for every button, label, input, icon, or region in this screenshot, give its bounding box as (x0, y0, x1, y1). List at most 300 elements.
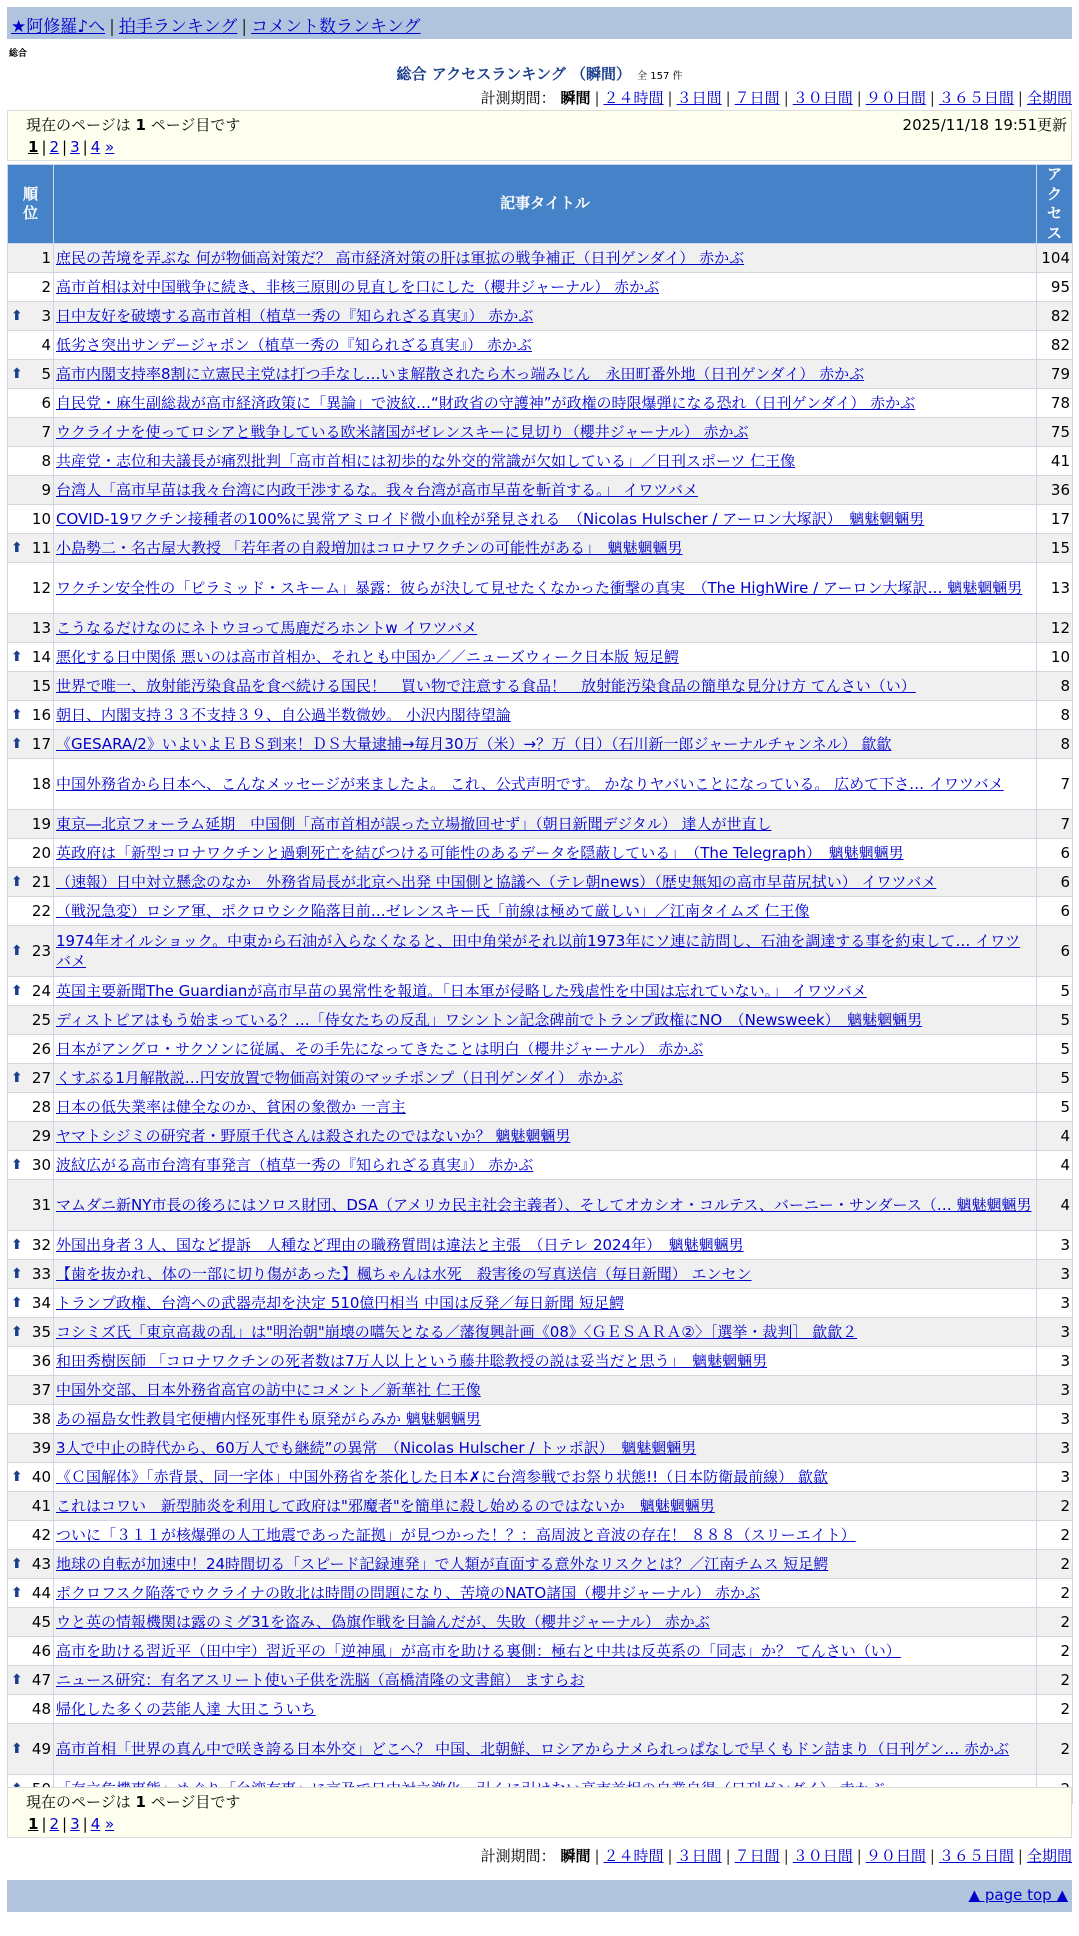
rank-number: 6 (41, 394, 51, 412)
article-title-link[interactable]: ウクライナを使ってロシアと戦争している欧米諸国がゼレンスキーに見切り（櫻井ジャーナル） 赤かぶ (56, 423, 749, 441)
title-cell (54, 810, 1037, 839)
rank-cell (8, 1666, 54, 1695)
access-count: 3 (1037, 1463, 1073, 1492)
table-row (8, 1695, 1073, 1724)
table-row (8, 1006, 1073, 1035)
period-link[interactable]: ７日間 (734, 1847, 780, 1865)
rank-number: 34 (31, 1294, 51, 1312)
table-row (8, 643, 1073, 672)
title-cell (54, 868, 1037, 897)
rank-cell (8, 1151, 54, 1180)
period-separator: | (594, 1847, 600, 1865)
period-link[interactable]: ３０日間 (792, 89, 853, 107)
title-cell (54, 1035, 1037, 1064)
title-cell (54, 534, 1037, 563)
table-row (8, 1579, 1073, 1608)
period-separator: | (856, 1847, 862, 1865)
rank-up-icon: ⬆ (11, 943, 23, 959)
pagination (28, 1815, 114, 1833)
rank-cell (8, 302, 54, 331)
rank-cell (8, 1347, 54, 1376)
article-title-link[interactable]: 朝日、内閣支持３３不支持３９、自公過半数微妙。 小沢内閣待望論 (56, 706, 511, 724)
table-row (8, 1637, 1073, 1666)
rank-number: 25 (31, 1011, 51, 1029)
title-cell (54, 897, 1037, 926)
article-title-link[interactable]: ついに「３１１が核爆弾の人工地震であった証拠」が見つかった！？：高周波と音波の存在！ ８８８（スリーエイト） (56, 1526, 856, 1544)
access-count: 5 (1037, 1093, 1073, 1122)
article-title-link[interactable]: 高市首相「世界の真ん中で咲き誇る日本外交」どこへ？ 中国、北朝鮮、ロシアからナメられっぱなしで早くもドン詰まり（日刊ゲン… 赤かぶ (56, 1740, 1010, 1758)
article-title-link[interactable]: 中国外務省から日本へ、こんなメッセージが来ましたよ。 これ、公式声明です。 かなりヤバいことになっている。 広めて下さ… イワツバメ (56, 775, 1004, 793)
rank-up-icon: ⬆ (11, 649, 23, 665)
page-link[interactable]: 4 (90, 138, 101, 156)
period-link[interactable]: ７日間 (734, 89, 780, 107)
page-info-top (7, 110, 1072, 161)
period-link[interactable]: 全期間 (1026, 89, 1072, 107)
rank-cell (8, 1122, 54, 1151)
period-separator: | (929, 1847, 935, 1865)
article-title-link[interactable]: 外国出身者３人、国など提訴 人種など理由の職務質問は違法と主張 （日テレ 2024年） 魑魅魍魎男 (56, 1236, 744, 1254)
rank-number: 15 (31, 677, 51, 695)
pagination-separator: | (62, 1815, 68, 1833)
rank-cell (8, 1579, 54, 1608)
pagination-separator: | (41, 1815, 47, 1833)
title-header: 記事タイトル (54, 165, 1037, 244)
ranking-table (7, 164, 1073, 1804)
page-link[interactable]: 4 (90, 1815, 101, 1833)
rank-number: 10 (31, 510, 51, 528)
article-title-link[interactable]: 自民党・麻生副総裁が高市経済政策に「異論」で波紋…“財政省の守護神”が政権の時限爆弾になる恐れ（日刊ゲンダイ） 赤かぶ (56, 394, 916, 412)
access-count: 6 (1037, 926, 1073, 977)
article-title-link[interactable]: 共産党・志位和夫議長が痛烈批判「高市首相には初歩的な外交的常識が欠如している」／日刊スポーツ 仁王像 (56, 452, 796, 470)
access-count: 2 (1037, 1695, 1073, 1724)
table-row (8, 1724, 1073, 1775)
rank-up-icon: ⬆ (11, 1585, 23, 1601)
table-row (8, 1347, 1073, 1376)
article-title-link[interactable]: 小島勢二・名古屋大教授 「若年者の自殺増加はコロナワクチンの可能性がある」 魑魅魍魎男 (56, 539, 683, 557)
rank-number: 24 (31, 982, 51, 1000)
article-title-link[interactable]: 低劣さ突出サンデージャポン（植草一秀の『知られざる真実』） 赤かぶ (56, 336, 532, 354)
article-title-link[interactable]: 英政府は「新型コロナワクチンと過剰死亡を結びつける可能性のあるデータを隠蔽している」 （The Telegraph） 魑魅魍魎男 (56, 844, 904, 862)
rank-number: 1 (41, 249, 51, 267)
period-separator: | (667, 89, 673, 107)
rank-number: 21 (31, 873, 51, 891)
access-count: 5 (1037, 977, 1073, 1006)
title-cell (54, 1550, 1037, 1579)
table-row (8, 1666, 1073, 1695)
rank-up-icon: ⬆ (11, 366, 23, 382)
rank-number: 13 (31, 619, 51, 637)
article-title-link[interactable]: 和田秀樹医師 「コロナワクチンの死者数は7万人以上という藤井聡教授の説は妥当だと思う」 魑魅魍魎男 (56, 1352, 768, 1370)
nav-separator: | (109, 17, 115, 37)
table-row (8, 810, 1073, 839)
rank-cell (8, 1405, 54, 1434)
table-row (8, 614, 1073, 643)
period-link[interactable]: ９０日間 (865, 89, 926, 107)
table-row (8, 1093, 1073, 1122)
period-link[interactable]: ３日間 (676, 1847, 722, 1865)
table-row (8, 1180, 1073, 1231)
access-count: 3 (1037, 1347, 1073, 1376)
period-link[interactable]: ２４時間 (603, 89, 664, 107)
table-row (8, 447, 1073, 476)
category-label: 総合 (9, 49, 28, 59)
period-selector-bottom (481, 1845, 1072, 1866)
article-title-link[interactable]: 悪化する日中関係 悪いのは高市首相か、それとも中国か／／ニューズウィーク日本版 短足鰐 (56, 648, 679, 666)
period-link[interactable]: ３６５日間 (938, 89, 1014, 107)
period-separator: | (725, 1847, 731, 1865)
rank-cell (8, 1434, 54, 1463)
access-count: 4 (1037, 1180, 1073, 1231)
rank-cell (8, 977, 54, 1006)
page-link[interactable]: 3 (70, 138, 80, 156)
access-count: 5 (1037, 1006, 1073, 1035)
access-count: 95 (1037, 273, 1073, 302)
access-count: 3 (1037, 1260, 1073, 1289)
footer-bar (7, 1880, 1072, 1912)
title-cell (54, 701, 1037, 730)
rank-header: 順位 (8, 165, 54, 244)
rank-number: 18 (31, 775, 51, 793)
table-row (8, 1064, 1073, 1093)
access-count: 82 (1037, 302, 1073, 331)
title-cell (54, 614, 1037, 643)
period-link[interactable]: ２４時間 (603, 1847, 664, 1865)
access-count: 2 (1037, 1550, 1073, 1579)
rank-cell (8, 1289, 54, 1318)
rank-number: 42 (31, 1526, 51, 1544)
rank-cell (8, 643, 54, 672)
current-page-number: 1 (135, 1793, 146, 1811)
article-title-link[interactable]: 世界で唯一、放射能汚染食品を食べ続ける国民！ 買い物で注意する食品！ 放射能汚染食品の簡単な見分け方 てんさい（い） (56, 677, 916, 695)
home-link[interactable]: ★阿修羅♪へ (11, 17, 106, 37)
article-title-link[interactable]: 英国主要新聞The Guardianが高市早苗の異常性を報道。「日本軍が侵略した残虐性を中国は忘れていない。」 イワツバメ (56, 982, 867, 1000)
rank-up-icon: ⬆ (11, 874, 23, 890)
table-row (8, 302, 1073, 331)
access-count: 15 (1037, 534, 1073, 563)
title-cell (54, 273, 1037, 302)
access-count: 10 (1037, 643, 1073, 672)
title-cell (54, 1289, 1037, 1318)
article-title-link[interactable]: こうなるだけなのにネトウヨって馬鹿だろホントw イワツバメ (56, 619, 478, 637)
article-title-link[interactable]: くすぶる1月解散説…円安放置で物価高対策のマッチポンプ（日刊ゲンダイ） 赤かぶ (56, 1069, 623, 1087)
table-row (8, 1376, 1073, 1405)
period-link[interactable]: ３日間 (676, 89, 722, 107)
access-count: 2 (1037, 1637, 1073, 1666)
title-cell (54, 563, 1037, 614)
table-row (8, 1289, 1073, 1318)
article-title-link[interactable]: コシミズ氏「東京高裁の乱」は"明治朝"崩壊の嚆矢となる／藩復興計画《08》〈ＧＥＳＡＲＡ②〉［選挙・裁判］ 歙歙２ (56, 1323, 858, 1341)
access-count: 2 (1037, 1579, 1073, 1608)
article-title-link[interactable]: 中国外交部、日本外務省高官の訪中にコメント／新華社 仁王像 (56, 1381, 481, 1399)
title-cell (54, 1724, 1037, 1775)
title-cell (54, 505, 1037, 534)
period-selector-top (481, 87, 1072, 108)
rank-up-icon: ⬆ (11, 707, 23, 723)
nav-separator: | (241, 17, 248, 37)
table-row (8, 244, 1073, 273)
rank-number: 2 (41, 278, 51, 296)
page-link[interactable]: 2 (49, 1815, 60, 1833)
rank-cell (8, 505, 54, 534)
rank-up-icon: ⬆ (11, 1469, 23, 1485)
article-title-link[interactable]: 《GESARA/2》いよいよＥＢＳ到来！ＤＳ大量逮捕→毎月30万（米）→？万（日）（石川新一郎ジャーナルチャンネル） 歙歙 (56, 735, 892, 753)
rank-up-icon: ⬆ (11, 308, 23, 324)
table-row (8, 1492, 1073, 1521)
article-title-link[interactable]: COVID-19ワクチン接種者の100%に異常アミロイド微小血栓が発見される （Nicolas Hulscher / アーロン大塚訳） 魑魅魍魎男 (56, 510, 925, 528)
next-page-link[interactable]: » (105, 138, 115, 156)
pagination-separator: | (62, 138, 68, 156)
page-link[interactable]: 2 (49, 138, 60, 156)
rank-number: 3 (41, 307, 51, 325)
article-title-link[interactable]: マムダニ新NY市長の後ろにはソロス財団、DSA（アメリカ民主社会主義者）、そしてオカシオ・コルテス、バーニー・サンダース（… 魑魅魍魎男 (56, 1196, 1032, 1214)
comment-ranking-link[interactable]: コメント数ランキング (251, 17, 421, 37)
title-cell (54, 1608, 1037, 1637)
table-row (8, 926, 1073, 977)
title-cell (54, 977, 1037, 1006)
access-count: 2 (1037, 1521, 1073, 1550)
table-row (8, 1608, 1073, 1637)
access-count: 12 (1037, 614, 1073, 643)
table-row (8, 273, 1073, 302)
rank-number: 8 (41, 452, 51, 470)
rank-cell (8, 1260, 54, 1289)
rank-up-icon: ⬆ (11, 983, 23, 999)
rank-cell (8, 759, 54, 810)
access-count: 8 (1037, 701, 1073, 730)
current-page-text (26, 1791, 240, 1812)
rank-cell (8, 389, 54, 418)
period-separator: | (783, 89, 789, 107)
article-title-link[interactable]: 3人で中止の時代から、60万人でも継続”の異常 （Nicolas Hulscher / トッポ訳） 魑魅魍魎男 (56, 1439, 697, 1457)
table-row (8, 1434, 1073, 1463)
rank-cell (8, 730, 54, 759)
rank-number: 37 (31, 1381, 51, 1399)
article-title-link[interactable]: トランプ政権、台湾への武器売却を決定 510億円相当 中国は反発／毎日新聞 短足鰐 (56, 1294, 624, 1312)
title-cell (54, 1093, 1037, 1122)
period-separator: | (594, 89, 600, 107)
article-title-link[interactable]: 【歯を抜かれ、体の一部に切り傷があった】楓ちゃんは水死 殺害後の写真送信（毎日新聞） エンセン (56, 1265, 752, 1283)
period-link[interactable]: 全期間 (1026, 1847, 1072, 1865)
access-count: 2 (1037, 1666, 1073, 1695)
period-current: 瞬間 (560, 89, 591, 107)
rank-number: 35 (31, 1323, 51, 1341)
title-cell (54, 447, 1037, 476)
article-title-link[interactable]: 高市首相は対中国戦争に続き、非核三原則の見直しを口にした（櫻井ジャーナル） 赤かぶ (56, 278, 660, 296)
rank-number: 28 (31, 1098, 51, 1116)
clap-ranking-link[interactable]: 拍手ランキング (118, 17, 238, 37)
table-row (8, 1035, 1073, 1064)
rank-cell (8, 614, 54, 643)
rank-cell (8, 447, 54, 476)
period-separator: | (725, 89, 731, 107)
access-count: 3 (1037, 1231, 1073, 1260)
title-cell (54, 1637, 1037, 1666)
rank-number: 16 (31, 706, 51, 724)
access-count: 2 (1037, 1492, 1073, 1521)
access-count: 36 (1037, 476, 1073, 505)
rank-cell (8, 1093, 54, 1122)
article-title-link[interactable]: （戦況急変）ロシア軍、ポクロウシク陥落目前…ゼレンスキー氏「前線は極めて厳しい」／江南タイムズ 仁王像 (56, 902, 810, 920)
title-cell (54, 1231, 1037, 1260)
article-title-link[interactable]: ニュース研究：有名アスリート使い子供を洗脳（高橋清隆の文書館） ますらお (56, 1671, 585, 1689)
title-cell (54, 1666, 1037, 1695)
period-separator: | (783, 1847, 789, 1865)
title-cell (54, 1064, 1037, 1093)
access-count: 7 (1037, 810, 1073, 839)
current-page-prefix: 現在のページは (26, 1793, 131, 1811)
rank-number: 20 (31, 844, 51, 862)
access-count: 2 (1037, 1724, 1073, 1775)
article-title-link[interactable]: （速報）日中対立懸念のなか 外務省局長が北京へ出発 中国側と協議へ（テレ朝news）（歴史無知の高市早苗尻拭い） イワツバメ (56, 873, 937, 891)
period-separator: | (1017, 89, 1023, 107)
rank-number: 31 (31, 1196, 51, 1214)
rank-number: 17 (31, 735, 51, 753)
article-title-link[interactable]: 日中友好を破壊する高市首相（植草一秀の『知られざる真実』） 赤かぶ (56, 307, 534, 325)
access-count: 8 (1037, 672, 1073, 701)
table-row (8, 1521, 1073, 1550)
access-count: 3 (1037, 1289, 1073, 1318)
period-separator: | (856, 89, 862, 107)
rank-number: 39 (31, 1439, 51, 1457)
period-link[interactable]: ９０日間 (865, 1847, 926, 1865)
table-row (8, 672, 1073, 701)
title-cell (54, 672, 1037, 701)
rank-cell (8, 418, 54, 447)
access-count: 13 (1037, 563, 1073, 614)
rank-cell (8, 1318, 54, 1347)
article-title-link[interactable]: 波紋広がる高市台湾有事発言（植草一秀の『知られざる真実』） 赤かぶ (56, 1156, 534, 1174)
access-count: 5 (1037, 1064, 1073, 1093)
top-nav-bar (7, 7, 1072, 39)
period-link[interactable]: ３６５日間 (938, 1847, 1014, 1865)
access-count: 6 (1037, 897, 1073, 926)
title-cell (54, 1180, 1037, 1231)
rank-number: 44 (31, 1584, 51, 1602)
current-page-suffix: ページ目です (150, 1793, 241, 1811)
article-title-link[interactable]: ワクチン安全性の「ピラミッド・スキーム」暴露：彼らが決して見せたくなかった衝撃の真実 （The HighWire / アーロン大塚訳… 魑魅魍魎男 (56, 579, 1023, 597)
rank-number: 27 (31, 1069, 51, 1087)
rank-cell (8, 1035, 54, 1064)
rank-cell (8, 1231, 54, 1260)
article-title-link[interactable]: ヤマトシジミの研究者・野原千代さんは殺されたのではないか？ 魑魅魍魎男 (56, 1127, 571, 1145)
rank-number: 48 (31, 1700, 51, 1718)
rank-number: 49 (31, 1740, 51, 1758)
rank-up-icon: ⬆ (11, 1237, 23, 1253)
rank-cell (8, 1492, 54, 1521)
article-title-link[interactable]: 高市を助ける習近平（田中宇）習近平の「逆神風」が高市を助ける裏側：極右と中共は反英系の「同志」か？ てんさい（い） (56, 1642, 901, 1660)
table-row (8, 730, 1073, 759)
table-row (8, 418, 1073, 447)
table-row (8, 534, 1073, 563)
article-title-link[interactable]: 東京―北京フォーラム延期 中国側「高市首相が誤った立場撤回せず」（朝日新聞デジタル） 達人が世直し (56, 815, 772, 833)
table-row (8, 360, 1073, 389)
rank-cell (8, 672, 54, 701)
period-label: 計測期間： (480, 89, 556, 107)
title-cell (54, 1695, 1037, 1724)
article-title-link[interactable]: 地球の自転が加速中！24時間切る「スピード記録連発」で人類が直面する意外なリスクとは？／江南チムス 短足鰐 (56, 1555, 829, 1573)
title-cell (54, 1006, 1037, 1035)
rank-cell (8, 1180, 54, 1231)
title-cell (54, 302, 1037, 331)
table-row (8, 1550, 1073, 1579)
rank-number: 43 (31, 1555, 51, 1573)
article-title-link[interactable]: 台湾人「高市早苗は我々台湾に内政干渉するな。我々台湾が高市早苗を斬首する。」 イワツバメ (56, 481, 698, 499)
title-cell (54, 1151, 1037, 1180)
table-row (8, 389, 1073, 418)
rank-cell (8, 810, 54, 839)
rank-number: 33 (31, 1265, 51, 1283)
page-info-bottom (7, 1787, 1072, 1838)
rank-number: 36 (31, 1352, 51, 1370)
title-cell (54, 643, 1037, 672)
article-title-link[interactable]: 帰化した多くの芸能人達 大田こういち (56, 1700, 316, 1718)
rank-cell (8, 1695, 54, 1724)
article-title-link[interactable]: 《Ｃ国解体》「赤背景、同一字体」中国外務省を茶化した日本✗に台湾参戦でお祭り状態!!（日本防衛最前線） 歙歙 (56, 1468, 828, 1486)
rank-number: 32 (31, 1236, 51, 1254)
article-title-link[interactable]: 日本の低失業率は健全なのか、貧困の象徴か 一言主 (56, 1098, 406, 1116)
title-cell (54, 1260, 1037, 1289)
table-row (8, 1405, 1073, 1434)
title-cell (54, 476, 1037, 505)
rank-number: 41 (31, 1497, 51, 1515)
article-title-link[interactable]: 日本がアングロ・サクソンに従属、その手先になってきたことは明白（櫻井ジャーナル） 赤かぶ (56, 1040, 704, 1058)
access-count: 6 (1037, 839, 1073, 868)
table-row (8, 839, 1073, 868)
rank-cell (8, 331, 54, 360)
article-title-link[interactable]: ウと英の情報機関は露のミグ31を盗み、偽旗作戦を目論んだが、失敗（櫻井ジャーナル） 赤かぶ (56, 1613, 710, 1631)
article-title-link[interactable]: あの福島女性教員宅便槽内怪死事件も原発がらみか 魑魅魍魎男 (56, 1410, 481, 1428)
page-title (0, 63, 1079, 84)
rank-up-icon: ⬆ (11, 1556, 23, 1572)
title-cell (54, 1318, 1037, 1347)
rank-cell (8, 868, 54, 897)
ranking-title: 総合 アクセスランキング （瞬間） (396, 65, 632, 83)
article-title-link[interactable]: ディストピアはもう始まっている？…「侍女たちの反乱」ワシントン記念碑前でトランプ政権にNO （Newsweek） 魑魅魍魎男 (56, 1011, 923, 1029)
access-count: 79 (1037, 360, 1073, 389)
access-count: 6 (1037, 868, 1073, 897)
page-top-link[interactable]: ▲ page top ▲ (968, 1886, 1068, 1904)
rank-number: 19 (31, 815, 51, 833)
access-count: 5 (1037, 1035, 1073, 1064)
period-link[interactable]: ３０日間 (792, 1847, 853, 1865)
rank-up-icon: ⬆ (11, 736, 23, 752)
rank-cell (8, 476, 54, 505)
title-cell (54, 1463, 1037, 1492)
next-page-link[interactable]: » (105, 1815, 115, 1833)
article-title-link[interactable]: これはコワい 新型肺炎を利用して政府は"邪魔者"を簡単に殺し始めるのではないか 魑魅魍魎男 (56, 1497, 715, 1515)
rank-up-icon: ⬆ (11, 540, 23, 556)
table-row (8, 476, 1073, 505)
article-title-link[interactable]: ポクロフスク陥落でウクライナの敗北は時間の問題になり、苦境のNATO諸国（櫻井ジャーナル） 赤かぶ (56, 1584, 760, 1602)
access-count: 8 (1037, 730, 1073, 759)
page-link[interactable]: 3 (70, 1815, 80, 1833)
rank-cell (8, 897, 54, 926)
article-title-link[interactable]: 高市内閣支持率8割に立憲民主党は打つ手なし…いま解散されたら木っ端みじん 永田町番外地（日刊ゲンダイ） 赤かぶ (56, 365, 865, 383)
rank-number: 47 (31, 1671, 51, 1689)
rank-number: 26 (31, 1040, 51, 1058)
page-link: 1 (28, 1815, 39, 1833)
rank-number: 4 (41, 336, 51, 354)
access-count: 4 (1037, 1151, 1073, 1180)
table-row (8, 331, 1073, 360)
article-title-link[interactable]: 1974年オイルショック。中東から石油が入らなくなると、田中角栄がそれ以前1973年にソ連に訪問し、石油を調達する事を約束して… イワツバメ (56, 932, 1021, 970)
title-cell (54, 331, 1037, 360)
article-title-link[interactable]: 庶民の苦境を弄ぶな 何が物価高対策だ？ 高市経済対策の肝は軍拡の戦争補正（日刊ゲンダイ） 赤かぶ (56, 249, 745, 267)
period-label: 計測期間： (480, 1847, 556, 1865)
rank-cell (8, 1521, 54, 1550)
title-cell (54, 1347, 1037, 1376)
title-cell (54, 360, 1037, 389)
